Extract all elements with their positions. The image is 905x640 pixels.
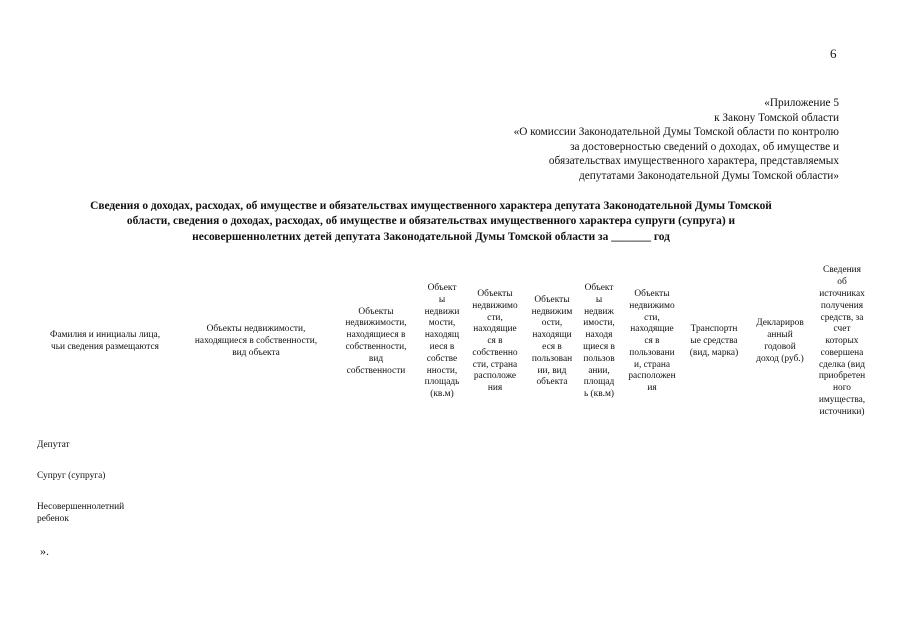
title-line: области, сведения о доходах, расходах, об имуществе и обязательствах имущественного характера супруги (супруга) и <box>126 215 736 228</box>
column-header-used-type <box>526 262 578 422</box>
column-header-income <box>748 262 812 422</box>
column-header-text: Объект ы недвижи мости, находящ иеся в собстве нности, площадь (кв.м) <box>424 283 460 400</box>
column-header-owned-area <box>418 262 466 422</box>
column-header-text: Объект ы недвиж имости, находя щиеся в пользов ании, площад ь (кв.м) <box>583 283 615 400</box>
column-header-text: Объекты недвижимо сти, находящие ся в пользовани и, страна расположен ия <box>628 288 676 394</box>
column-header-text: Объекты недвижим ости, находящи еся в пользован ии, вид объекта <box>531 294 573 388</box>
column-header-used-country <box>622 262 682 422</box>
row-spouse <box>37 470 105 482</box>
column-header-text: Объекты недвижимости, находящиеся в собственности, вид объекта <box>194 324 318 358</box>
column-header-ownership-kind <box>336 262 416 422</box>
column-header-owned-type <box>178 262 334 422</box>
column-header-funding-sources <box>810 262 874 422</box>
column-header-name <box>36 262 174 422</box>
appendix-line: «Приложение 5 <box>764 97 839 109</box>
column-header-text: Транспортн ые средства (вид, марка) <box>689 324 739 358</box>
column-header-vehicles <box>682 262 746 422</box>
column-header-text: Сведения об источниках получения средств, за счет которых совершена сделка (вид приобретен ного имущества, источники) <box>818 265 866 417</box>
row-deputy <box>37 439 70 451</box>
page-number: 6 <box>830 46 837 61</box>
column-header-owned-country <box>464 262 526 422</box>
column-header-text: Фамилия и инициалы лица, чьи сведения размещаются <box>49 330 161 352</box>
document-title <box>36 199 826 245</box>
title-line: несовершеннолетних детей депутата Законодательной Думы Томской области за _______ год <box>192 230 670 243</box>
row-label-text: Депутат <box>37 440 70 450</box>
appendix-line: «О комиссии Законодательной Думы Томской области по контролю <box>513 126 839 139</box>
column-header-text: Объекты недвижимо сти, находящие ся в собственно сти, страна расположе ния <box>472 288 518 394</box>
row-minor-child <box>37 501 124 525</box>
column-header-text: Объекты недвижимости, находящиеся в собственности, вид собственности <box>345 306 407 376</box>
column-header-text: Деклариров анный годовой доход (руб.) <box>756 318 804 364</box>
appendix-line: к Закону Томской области <box>714 111 839 124</box>
closing-mark: ». <box>40 544 49 558</box>
row-label-text: Несовершеннолетний ребенок <box>37 502 125 524</box>
title-line: Сведения о доходах, расходах, об имуществе и обязательствах имущественного характера депутата Законодательной Думы Томской <box>90 200 772 212</box>
row-label-text: Супруг (супруга) <box>37 471 106 481</box>
appendix-line: за достоверностью сведений о доходах, об имуществе и <box>570 140 839 153</box>
appendix-reference <box>399 96 839 184</box>
appendix-line: обязательствах имущественного характера, представляемых <box>548 155 839 168</box>
appendix-line: депутатами Законодательной Думы Томской области» <box>579 169 839 182</box>
column-header-used-area <box>576 262 622 422</box>
